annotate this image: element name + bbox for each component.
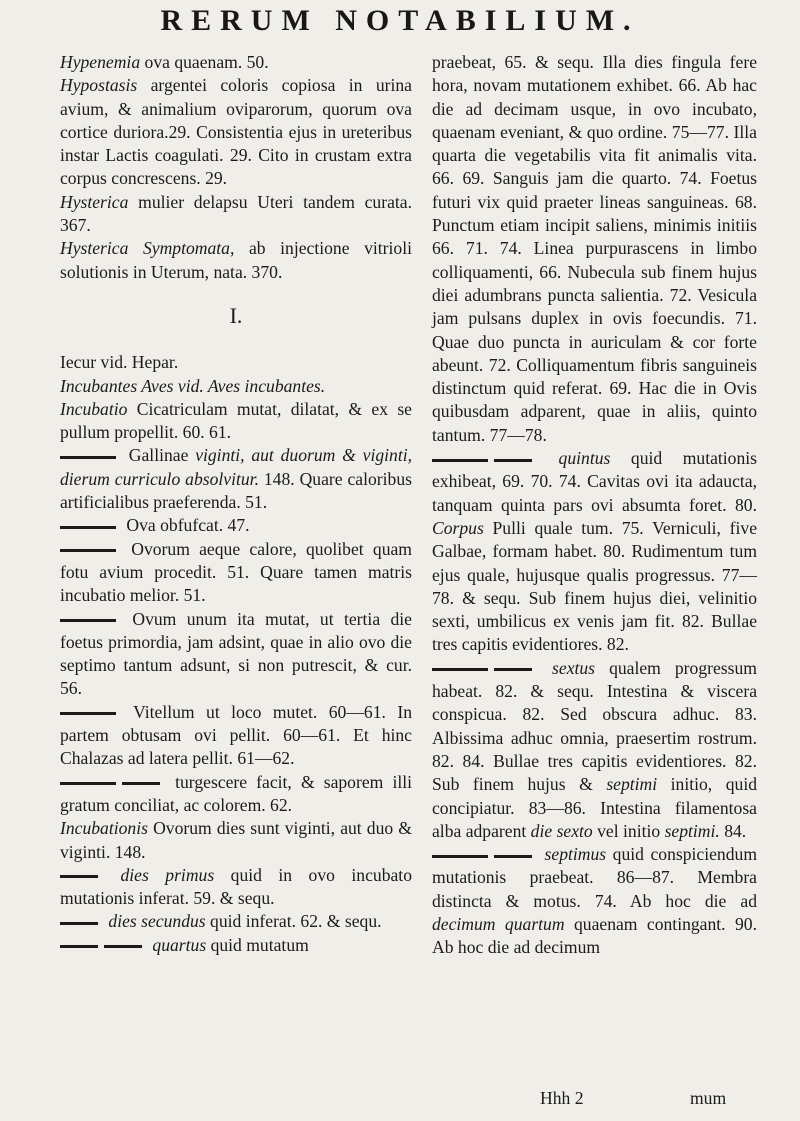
index-entry: turgescere facit, & saporem illi gratum conciliat, ac colorem. 62. [60, 771, 412, 815]
index-entry: Vitellum ut loco mutet. 60—61. In partem obtusam ovi pellit. 60—61. Et hinc Chalazas ad latera pellit. 61—62. [60, 701, 412, 769]
left-column [60, 51, 412, 957]
ditto-rule [60, 922, 98, 925]
ditto-rule [432, 855, 488, 858]
index-entry: Ovum unum ita mutat, ut tertia die foetus primordia, jam adsint, quae in alio ovo die septimo tantum adsunt, si non putrescit, & cur. 56. [60, 608, 412, 699]
index-entry: Gallinae viginti, aut duorum & viginti, dierum curriculo absolvitur. 148. Quare caloribus artificialibus praeferenda. 51. [60, 445, 412, 513]
ditto-rule [104, 945, 142, 948]
ditto-rule [494, 459, 532, 462]
index-entry: Hysterica mulier delapsu Uteri tandem curata. 367. [60, 191, 412, 236]
ditto-rule [60, 456, 116, 459]
index-entry: Ova obfufcat. 47. [60, 514, 412, 537]
index-entry: Incubatio Cicatriculam mutat, dilatat, & ex se pullum propellit. 60. 61. [60, 398, 412, 443]
index-entry: sextus qualem progressum habeat. 82. & sequ. Intestina & viscera conspicua. 82. Sed obscura adhuc. 83. Albissima adhuc omnia, praesertim rostrum. 82. 84. Bullae tres capitis evidentiores. 82. Sub finem hujus & septimi initio, quid concipiatur. 83—86. Intestina filamentosa alba adparent die sexto vel initio septimi. 84. [432, 657, 758, 841]
index-entry: praebeat, 65. & sequ. Illa dies fingula fere hora, novam mutationem exhibet. 66. Ab hac die ad decimam usque, in ovo incubato, quaenam eveniant, & quo ordine. 75—77. Illa quarta die vegetabilis vita fit animalis vita. 66. 69. Sanguis jam die quarto. 74. Foetus futuri vix quid praeter lineas sanguineas. 68. Punctum etiam incipit saliens, minimis initiis 66. 71. 74. Linea purpurascens in limbo colliquamenti, 66. Nubecula sub finem hujus diei adumbrans puncta salientia. 72. Vesicula jam pulsans duplex in ovis foecundis. 71. Quae duo puncta in auriculam & cor forte abeunt. 72. Colliquamentum fibris sanguineis distinctum quid referat. 69. Hac die in Ovis quibusdam adparent, quae in aliis, quinto tantum. 77—78. [432, 52, 757, 445]
index-entry: Incubationis Ovorum dies sunt viginti, aut duo & viginti. 148. [60, 818, 412, 862]
index-entry: quintus quid mutationis exhibeat, 69. 70. 74. Cavitas ovi ita adaucta, tanquam quinta pars ovi absumta foret. 80. Corpus Pulli quale tum. 75. Verniculi, five Galbae, formam habet. 80. Rudimentum tum ejus quale, hujusque qualis progressus. 77—78. & sequ. Sub finem hujus diei, velinitio sexti, umbilicus ex venis jam fit. 82. Bullae tres capitis evidentiores. 82. [432, 448, 757, 655]
right-column [432, 51, 757, 960]
signature-mark: Hhh 2 [540, 1088, 584, 1108]
catchword: mum [690, 1088, 727, 1108]
index-entry: Hypenemia ova quaenam. 50. [60, 52, 269, 72]
index-entry: dies secundus quid inferat. 62. & sequ. [60, 910, 412, 933]
index-entry: septimus quid conspiciendum mutationis praebeat. 86—87. Membra distincta & motus. 74. Ab hoc die ad decimum quartum quaenam contingant. 90. Ab hoc die ad decimum [432, 844, 757, 958]
index-entry: quartus quid mutatum [60, 934, 412, 957]
index-entry: Iecur vid. Hepar. [60, 352, 179, 373]
index-entry: Incubantes Aves vid. Aves incubantes. [60, 375, 326, 396]
index-entry: Hysterica Symptomata, ab injectione vitrioli solutionis in Uterum, nata. 370. [60, 238, 412, 282]
running-header: RERUM NOTABILIUM. [160, 4, 640, 37]
ditto-rule [60, 549, 116, 552]
index-entry: Hypostasis argentei coloris copiosa in urina avium, & animalium oviparorum, quorum ova cortice duriora.29. Consistentia ejus in ureteribus instar Lactis coagulati. 29. Cito in crustam extra corpus concrescens. 29. [60, 75, 412, 189]
ditto-rule [432, 668, 488, 671]
ditto-rule [60, 875, 98, 878]
index-entry: dies primus quid in ovo incubato mutationis inferat. 59. & sequ. [60, 864, 412, 909]
ditto-rule [60, 782, 116, 785]
index-entry: Ovorum aeque calore, quolibet quam fotu avium procedit. 51. Quare tamen matris incubatio melior. 51. [60, 538, 412, 606]
ditto-rule [60, 712, 116, 715]
ditto-rule [60, 526, 116, 529]
ditto-rule [122, 782, 160, 785]
ditto-rule [60, 619, 116, 622]
ditto-rule [432, 459, 488, 462]
ditto-rule [494, 668, 532, 671]
ditto-rule [494, 855, 532, 858]
ditto-rule [60, 945, 98, 948]
section-letter: I. [229, 302, 243, 328]
